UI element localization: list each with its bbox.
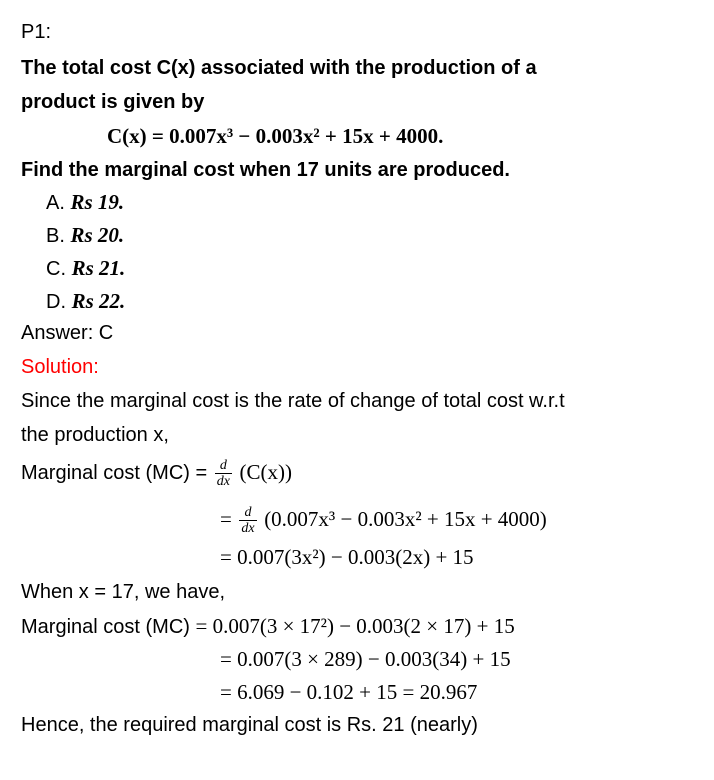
- option-d-letter: D.: [46, 291, 66, 313]
- step2-equals: =: [220, 506, 232, 531]
- frac-denominator: dx: [216, 474, 230, 489]
- calc1-label: Marginal cost (MC): [21, 616, 190, 638]
- option-a-text: Rs 19.: [70, 190, 125, 214]
- derivative-fraction: [215, 458, 232, 489]
- answer-line: Answer: C: [21, 322, 114, 344]
- option-c-letter: C.: [46, 258, 66, 280]
- option-b-letter: B.: [46, 225, 65, 247]
- calc1-expression: = 0.007(3 × 17²) − 0.003(2 × 17) + 15: [195, 614, 515, 638]
- frac2-denominator: dx: [241, 521, 255, 536]
- frac2-numerator: d: [239, 505, 256, 521]
- option-a: [46, 190, 124, 215]
- derivative-step3: = 0.007(3x²) − 0.003(2x) + 15: [220, 545, 474, 569]
- problem-statement-line1: The total cost C(x) associated with the production of a: [21, 57, 537, 79]
- mc-label: Marginal cost (MC) =: [21, 461, 208, 484]
- question-text: Find the marginal cost when 17 units are produced.: [21, 159, 510, 181]
- option-c: [46, 256, 125, 281]
- solution-intro-line1: Since the marginal cost is the rate of change of total cost w.r.t: [21, 390, 565, 412]
- solution-heading: Solution:: [21, 356, 99, 378]
- option-d: [46, 289, 125, 314]
- calc-line3: = 6.069 − 0.102 + 15 = 20.967: [220, 680, 478, 704]
- derivative-step2: (0.007x³ − 0.003x² + 15x + 4000): [264, 506, 547, 531]
- option-b-text: Rs 20.: [70, 223, 125, 247]
- option-d-text: Rs 22.: [71, 289, 126, 313]
- conclusion-line: Hence, the required marginal cost is Rs. 21 (nearly): [21, 714, 478, 736]
- mc-derivative-line: [21, 458, 292, 489]
- frac-numerator: d: [215, 458, 232, 474]
- derivative-step2-line: [220, 505, 547, 536]
- cost-equation: C(x) = 0.007x³ − 0.003x² + 15x + 4000.: [107, 124, 444, 148]
- option-a-letter: A.: [46, 192, 65, 214]
- option-c-text: Rs 21.: [71, 256, 126, 280]
- solution-intro-line2: the production x,: [21, 424, 169, 446]
- derivative-fraction-2: [239, 505, 256, 536]
- option-b: [46, 223, 124, 248]
- derivative-step1: (C(x)): [239, 459, 292, 484]
- problem-statement-line2: product is given by: [21, 91, 205, 113]
- when-line: When x = 17, we have,: [21, 581, 226, 603]
- calc-line2: = 0.007(3 × 289) − 0.003(34) + 15: [220, 647, 511, 671]
- calc-line1: [21, 614, 515, 639]
- problem-label: P1:: [21, 21, 52, 43]
